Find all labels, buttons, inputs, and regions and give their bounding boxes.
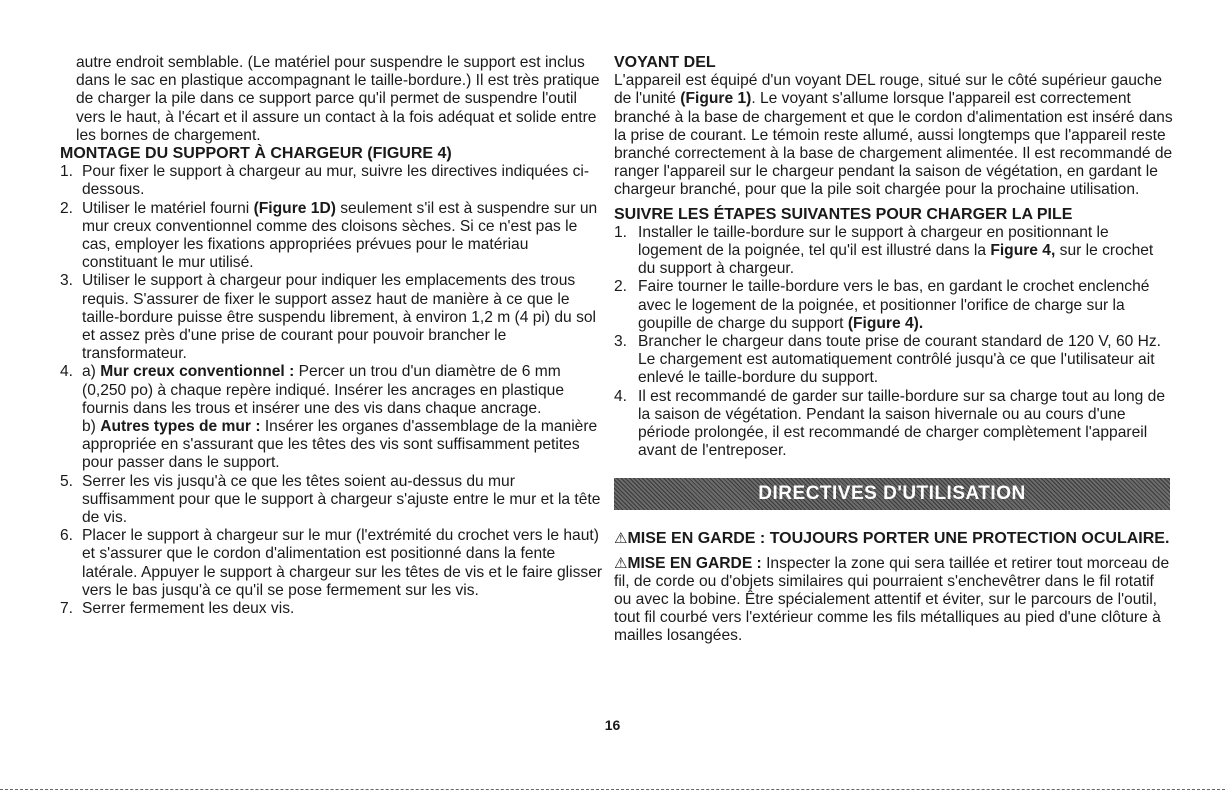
list-item	[614, 333, 1174, 388]
list-item	[614, 388, 1174, 461]
item-text: Installer le taille-bordure sur le support à chargeur en positionnant le logement de la poignée, tel qu'il est illustré dans la	[638, 223, 1109, 260]
item-text: seulement s'il est à suspendre sur un mur creux conventionnel comme des cloisons sèches. Si ce n'est pas le cas, employer les fixations appropriées prévues pour le matériau constituant le mur utilisé.	[82, 199, 598, 272]
charging-heading: SUIVRE LES ÉTAPES SUIVANTES POUR CHARGER LA PILE	[614, 205, 1073, 223]
item-number: 4.	[614, 387, 628, 405]
warning-eye-protection	[614, 530, 1174, 548]
list-item	[614, 278, 1174, 333]
item-number: 5.	[60, 472, 74, 490]
warning-inspect-area	[614, 555, 1174, 646]
list-item	[60, 200, 605, 273]
item-number: 4.	[60, 363, 74, 381]
figure-reference: Figure 4,	[990, 242, 1056, 260]
list-item	[60, 163, 605, 199]
item-text: Insérer les organes d'assemblage de la manière appropriée en s'assurant que les têtes des vis sont suffisamment petites pour passer dans le support.	[82, 418, 598, 472]
sub-item-a	[82, 363, 605, 418]
item-text: Utiliser le support à chargeur pour indiquer les emplacements des trous requis. S'assurer de fixer le support assez haut de manière à ce que le taille-bordure puisse être suspendu librement, à environ 1,2 m (4 pi) du sol et assez près d'une prise de courant pour pouvoir brancher le transformateur.	[82, 272, 596, 363]
list-item	[60, 363, 605, 472]
item-number: 1.	[60, 163, 74, 181]
warning-label: MISE EN GARDE :	[627, 554, 762, 572]
charging-steps	[614, 224, 1174, 461]
warning-text: MISE EN GARDE : TOUJOURS PORTER UNE PROTECTION OCULAIRE.	[627, 530, 1170, 548]
item-number: 2.	[60, 199, 74, 217]
list-item	[60, 527, 605, 600]
list-item	[60, 272, 605, 363]
paragraph-text: L'appareil est équipé d'un voyant DEL rouge, situé sur le côté supérieur gauche de l'unité	[614, 72, 1163, 108]
warning-text: Inspecter la zone qui sera taillée et retirer tout morceau de fil, de corde ou d'objets similaires qui pourraient s'enchevêtrer dans le fil rotatif ou avec la bobine. Être spécialement attentif et éviter, sur le parcours de l'outil, tout fil courbé vers l'extérieur comme les fils métalliques au pied d'une clôture à mailles losangées.	[614, 554, 1170, 645]
page-number: 16	[604, 717, 621, 733]
item-text: Pour fixer le support à chargeur au mur, suivre les directives indiquées ci-dessous.	[82, 163, 590, 199]
section-banner	[614, 478, 1170, 510]
figure-reference: (Figure 1)	[680, 90, 752, 108]
led-paragraph	[614, 72, 1174, 199]
sub-item-letter: a)	[82, 363, 101, 381]
left-column	[60, 54, 605, 618]
item-number: 7.	[60, 600, 74, 618]
item-text: Placer le support à chargeur sur le mur (l'extrémité du crochet vers le haut) et s'assurer que le cordon d'alimentation est positionné dans la fente latérale. Appuyer le support à chargeur sur les têtes de vis et le faire glisser vers le bas jusqu'à ce qu'il se pose fermement sur les vis.	[82, 527, 603, 599]
list-item	[60, 600, 605, 618]
item-text: Il est recommandé de garder sur taille-bordure sur sa charge tout au long de la saison de végétation. Pendant la saison hivernale ou au cours d'une période prolongée, il est recommandé de charger complètement l'appareil avant de l'entreposer.	[638, 387, 1166, 460]
list-item	[614, 224, 1174, 279]
sub-item-title: Mur creux conventionnel :	[100, 363, 295, 381]
item-text: Percer un trou d'un diamètre de 6 mm (0,250 po) à chaque repère indiqué. Insérer les ancrages en plastique fournis dans les trous et insérer une des vis dans chaque ancrage.	[82, 363, 564, 417]
right-column	[614, 54, 1174, 646]
footer-divider	[0, 789, 1225, 790]
item-text: sur le crochet du support à chargeur.	[638, 242, 1154, 278]
item-text: Serrer les vis jusqu'à ce que les têtes soient au-dessus du mur suffisamment pour que le support à chargeur s'ajuste entre le mur et la tête de vis.	[82, 472, 601, 527]
sub-item-b	[82, 418, 605, 473]
banner-title: DIRECTIVES D'UTILISATION	[758, 483, 1026, 505]
sub-item-title: Autres types de mur :	[100, 418, 261, 436]
sub-item-letter: b)	[82, 418, 101, 436]
figure-reference: (Figure 1D)	[253, 199, 336, 217]
item-text: Faire tourner le taille-bordure vers le bas, en gardant le crochet enclenché avec le logement de la poignée, et positionner l'orifice de charge sur la goupille de charge du support	[638, 278, 1150, 332]
item-number: 1.	[614, 223, 628, 241]
item-text: Serrer fermement les deux vis.	[82, 600, 295, 618]
item-number: 3.	[60, 272, 74, 290]
mounting-heading: MONTAGE DU SUPPORT À CHARGEUR (FIGURE 4)	[60, 145, 452, 163]
paragraph-text: . Le voyant s'allume lorsque l'appareil est correctement branché à la base de chargement et que le cordon d'alimentation est inséré dans la prise de courant. Le témoin reste allumé, aussi longtemps que l'appareil reste branché correctement à la base de chargement alimentée. Il est recommandé de ranger l'appareil sur le chargeur pendant la saison de végétation, en gardant le chargeur branché, pour que la pile soit chargée pour la prochaine utilisation.	[614, 90, 1173, 199]
item-number: 6.	[60, 527, 74, 545]
item-text: Utiliser le matériel fourni	[82, 199, 254, 217]
item-text: Brancher le chargeur dans toute prise de courant standard de 120 V, 60 Hz. Le chargement est automatiquement contrôlé jusqu'à ce que l'utilisateur ait enlevé le taille-bordure du support.	[638, 333, 1162, 387]
item-number: 3.	[614, 333, 628, 351]
mounting-steps	[60, 163, 605, 618]
warning-icon: ⚠	[614, 530, 628, 548]
item-number: 2.	[614, 278, 628, 296]
warning-icon: ⚠	[614, 554, 628, 572]
list-item	[60, 473, 605, 528]
figure-reference: (Figure 4).	[847, 314, 924, 332]
intro-paragraph: autre endroit semblable. (Le matériel pour suspendre le support est inclus dans le sac en plastique accompagnant le taille-bordure.) Il est très pratique de charger la pile dans ce support parce qu'il permet de suspendre l'outil vers le haut, à l'écart et il assure un contact à la fois adéquat et solide entre les bornes de chargement.	[76, 54, 600, 144]
led-heading: VOYANT DEL	[614, 54, 716, 71]
